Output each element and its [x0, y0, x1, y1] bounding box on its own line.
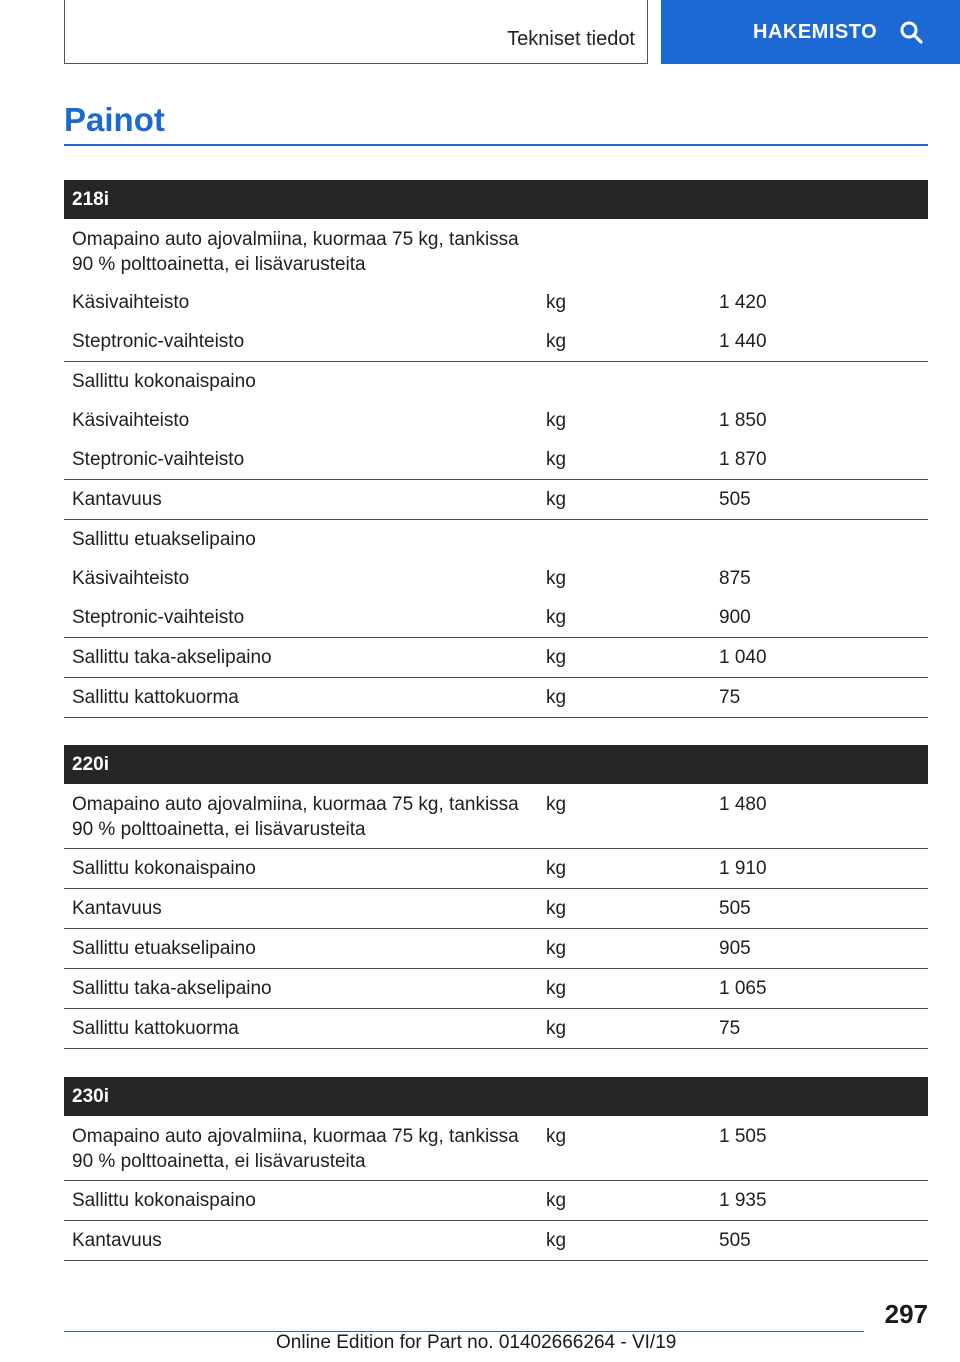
row-unit: kg [538, 784, 711, 848]
spec-table-230i [64, 1077, 928, 1261]
row-unit: kg [538, 928, 711, 968]
row-label: Käsivaihteisto [72, 568, 190, 589]
row-unit [538, 219, 711, 283]
row-unit: kg [546, 410, 567, 431]
row-unit: kg [546, 292, 567, 313]
row-label: Sallittu kokonaispaino [72, 371, 256, 392]
row-unit: kg [538, 1220, 711, 1260]
row-value: 1 420 [719, 292, 767, 313]
row-value: 505 [711, 1220, 928, 1260]
row-value: 1 935 [711, 1180, 928, 1220]
row-unit: kg [538, 1180, 711, 1220]
title-divider [64, 144, 928, 146]
index-tab[interactable] [661, 0, 960, 64]
edition-footer: Online Edition for Part no. 01402666264 - VI/19 [276, 1332, 677, 1353]
row-label: Omapaino auto ajovalmiina, kuormaa 75 kg, tankissa 90 % polttoainetta, ei lisävarusteita [64, 784, 538, 848]
row-label: Sallittu kokonaispaino [64, 1180, 538, 1220]
row-label: Omapaino auto ajovalmiina, kuormaa 75 kg, tankissa 90 % polttoainetta, ei lisävarusteita [72, 229, 519, 275]
row-value: 505 [711, 480, 928, 520]
row-value: 900 [711, 598, 928, 638]
chapter-tab[interactable] [64, 0, 648, 64]
row-unit: kg [538, 1116, 711, 1180]
spec-table-220i [64, 745, 928, 1049]
row-unit: kg [538, 440, 711, 480]
row-label: Sallittu taka-akselipaino [64, 968, 538, 1008]
row-value: 75 [711, 678, 928, 718]
row-value: 1 440 [711, 322, 928, 362]
page-number: 297 [884, 1299, 928, 1329]
row-value: 75 [711, 1008, 928, 1048]
spec-table-218i [64, 180, 928, 718]
model-header: 218i [64, 180, 928, 219]
row-value: 875 [719, 568, 751, 589]
page-title: Painot [64, 101, 165, 138]
row-label: Sallittu etuakselipaino [64, 928, 538, 968]
row-label: Sallittu kokonaispaino [64, 848, 538, 888]
row-value: 1 505 [711, 1116, 928, 1180]
model-header: 230i [64, 1077, 928, 1116]
row-value: 905 [711, 928, 928, 968]
row-unit: kg [538, 888, 711, 928]
row-label: Sallittu taka-akselipaino [64, 638, 538, 678]
row-value: 1 065 [711, 968, 928, 1008]
search-icon [899, 20, 923, 44]
row-unit: kg [538, 1008, 711, 1048]
row-label: Kantavuus [64, 1220, 538, 1260]
row-value: 1 040 [711, 638, 928, 678]
row-label: Steptronic-vaihteisto [64, 598, 538, 638]
row-value: 1 910 [711, 848, 928, 888]
row-label: Kantavuus [64, 888, 538, 928]
model-header: 220i [64, 745, 928, 784]
row-value: 1 480 [711, 784, 928, 848]
row-label: Steptronic-vaihteisto [64, 322, 538, 362]
row-label: Sallittu kattokuorma [64, 678, 538, 718]
row-unit [538, 362, 711, 402]
row-label: Käsivaihteisto [72, 292, 190, 313]
row-unit: kg [538, 678, 711, 718]
row-value [711, 362, 928, 402]
row-unit [538, 520, 711, 560]
row-value: 1 870 [711, 440, 928, 480]
row-label: Käsivaihteisto [72, 410, 190, 431]
row-value [711, 219, 928, 283]
row-unit: kg [546, 568, 567, 589]
row-label: Steptronic-vaihteisto [64, 440, 538, 480]
row-value: 505 [711, 888, 928, 928]
chapter-tab-label: Tekniset tiedot [507, 28, 635, 50]
row-unit: kg [538, 598, 711, 638]
row-label: Sallittu etuakselipaino [72, 529, 256, 550]
row-value: 1 850 [719, 410, 767, 431]
row-label: Kantavuus [64, 480, 538, 520]
row-unit: kg [538, 848, 711, 888]
index-tab-label: HAKEMISTO [753, 20, 878, 43]
row-unit: kg [538, 480, 711, 520]
row-label: Sallittu kattokuorma [64, 1008, 538, 1048]
row-label: Omapaino auto ajovalmiina, kuormaa 75 kg, tankissa 90 % polttoainetta, ei lisävarusteita [64, 1116, 538, 1180]
row-unit: kg [538, 638, 711, 678]
row-unit: kg [538, 322, 711, 362]
row-unit: kg [538, 968, 711, 1008]
row-value [711, 520, 928, 560]
